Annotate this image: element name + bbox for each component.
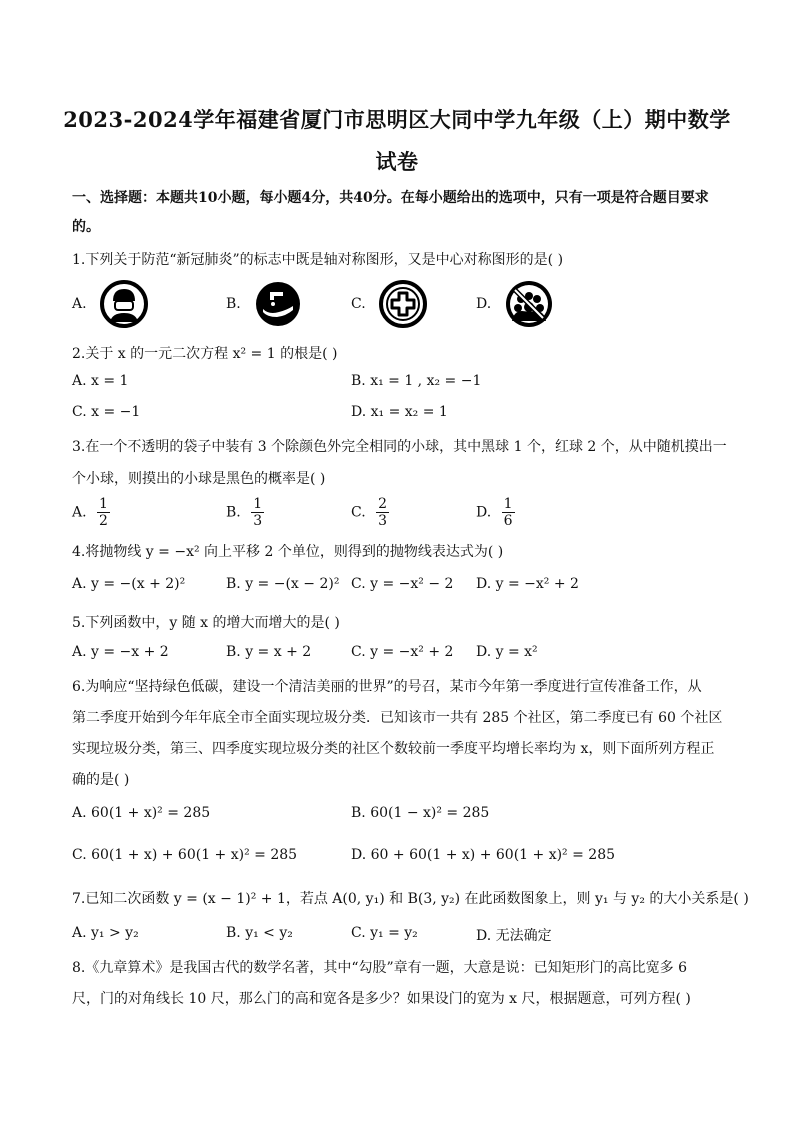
q6-option-c: C. 60(1 + x) + 60(1 + x)² = 285	[72, 847, 298, 863]
numerator: 2	[378, 496, 388, 512]
q7-option-c: C. y₁ = y₂	[351, 925, 418, 941]
question-3-line2: 个小球，则摸出的小球是黑色的概率是( )	[72, 471, 326, 487]
denominator: 3	[378, 513, 388, 529]
q3-option-a	[72, 496, 110, 529]
q3-option-a-label: A.	[72, 504, 87, 521]
section-heading-line1: 一、选择题：本题共10小题，每小题4分，共40分。在每小题给出的选项中，只有一项是符合题目要求	[72, 190, 709, 206]
q5-option-b: B. y = x + 2	[226, 644, 312, 660]
q4-option-a: A. y = −(x + 2)²	[72, 576, 186, 592]
q1-option-c-label: C.	[351, 296, 366, 312]
q4-option-d: D. y = −x² + 2	[476, 576, 579, 592]
question-6-line3: 实现垃圾分类，第三、四季度实现垃圾分类的社区个数较前一季度平均增长率均为 x，则下面所列方程正	[72, 741, 715, 757]
q7-option-a: A. y₁ > y₂	[72, 925, 139, 941]
handwash-icon	[253, 279, 303, 329]
question-3-line1: 3.在一个不透明的袋子中装有 3 个除颜色外完全相同的小球，其中黑球 1 个，红球 2 个，从中随机摸出一	[72, 439, 727, 455]
q3-option-b-label: B.	[226, 504, 241, 521]
denominator: 3	[253, 513, 263, 529]
q3-option-d-fraction	[502, 496, 515, 529]
question-4-stem: 4.将抛物线 y = −x² 向上平移 2 个单位，则得到的抛物线表达式为( )	[72, 544, 504, 560]
q3-option-c-fraction	[376, 496, 389, 529]
exam-title-line1: 2023-2024学年福建省厦门市思明区大同中学九年级（上）期中数学	[63, 107, 731, 132]
medical-cross-icon	[378, 279, 428, 329]
section-heading-line2: 的。	[72, 219, 100, 235]
q2-option-c: C. x = −1	[72, 404, 141, 420]
question-6-line4: 确的是( )	[72, 772, 130, 788]
q1-option-c	[351, 279, 428, 329]
question-6-line2: 第二季度开始到今年年底全市全面实现垃圾分类．已知该市一共有 285 个社区，第二季度已有 60 个社区	[72, 710, 723, 726]
denominator: 2	[99, 513, 108, 529]
mask-person-icon	[99, 279, 149, 329]
numerator: 1	[99, 496, 108, 512]
q2-option-d: D. x₁ = x₂ = 1	[351, 404, 448, 420]
q1-option-a	[72, 279, 149, 329]
q2-option-b: B. x₁ = 1 , x₂ = −1	[351, 373, 482, 389]
q6-option-a: A. 60(1 + x)² = 285	[72, 805, 211, 821]
numerator: 1	[253, 496, 263, 512]
q6-option-d: D. 60 + 60(1 + x) + 60(1 + x)² = 285	[351, 847, 616, 863]
q3-option-c	[351, 496, 389, 529]
question-8-line1: 8.《九章算术》是我国古代的数学名著，其中“勾股”章有一题，大意是说：已知矩形门的高比宽多 6	[72, 960, 688, 976]
q4-option-b: B. y = −(x − 2)²	[226, 576, 340, 592]
question-7-stem: 7.已知二次函数 y = (x − 1)² + 1，若点 A(0, y₁) 和 B(3, y₂) 在此函数图象上，则 y₁ 与 y₂ 的大小关系是( )	[72, 891, 749, 907]
q3-option-c-label: C.	[351, 504, 366, 521]
q7-option-d: D. 无法确定	[476, 928, 552, 944]
numerator: 1	[503, 496, 513, 512]
question-2-stem: 2.关于 x 的一元二次方程 x² = 1 的根是( )	[72, 346, 338, 362]
question-6-line1: 6.为响应“坚持绿色低碳，建设一个清洁美丽的世界”的号召，某市今年第一季度进行宣传准备工作，从	[72, 679, 702, 695]
question-5-stem: 5.下列函数中，y 随 x 的增大而增大的是( )	[72, 615, 340, 631]
question-1-stem: 1.下列关于防范“新冠肺炎”的标志中既是轴对称图形，又是中心对称图形的是( )	[72, 252, 564, 268]
q3-option-d-label: D.	[476, 504, 492, 521]
q7-option-b: B. y₁ < y₂	[226, 925, 293, 941]
no-gathering-icon	[504, 279, 554, 329]
q5-option-a: A. y = −x + 2	[72, 644, 169, 660]
q3-option-d	[476, 496, 515, 529]
q5-option-c: C. y = −x² + 2	[351, 644, 454, 660]
q5-option-d: D. y = x²	[476, 644, 538, 660]
question-8-line2: 尺，门的对角线长 10 尺，那么门的高和宽各是多少？如果设门的宽为 x 尺，根据题意，可列方程( )	[72, 991, 691, 1007]
q6-option-b: B. 60(1 − x)² = 285	[351, 805, 490, 821]
denominator: 6	[503, 513, 513, 529]
exam-title-line2: 试卷	[375, 149, 419, 174]
q1-option-b	[226, 279, 303, 329]
q1-option-a-label: A.	[72, 296, 87, 312]
q3-option-b-fraction	[251, 496, 264, 529]
q1-option-b-label: B.	[226, 296, 241, 312]
q3-option-b	[226, 496, 264, 529]
q1-option-d-label: D.	[476, 296, 492, 312]
q3-option-a-fraction	[97, 496, 110, 529]
q4-option-c: C. y = −x² − 2	[351, 576, 454, 592]
q2-option-a: A. x = 1	[72, 373, 129, 389]
q1-option-d	[476, 279, 554, 329]
